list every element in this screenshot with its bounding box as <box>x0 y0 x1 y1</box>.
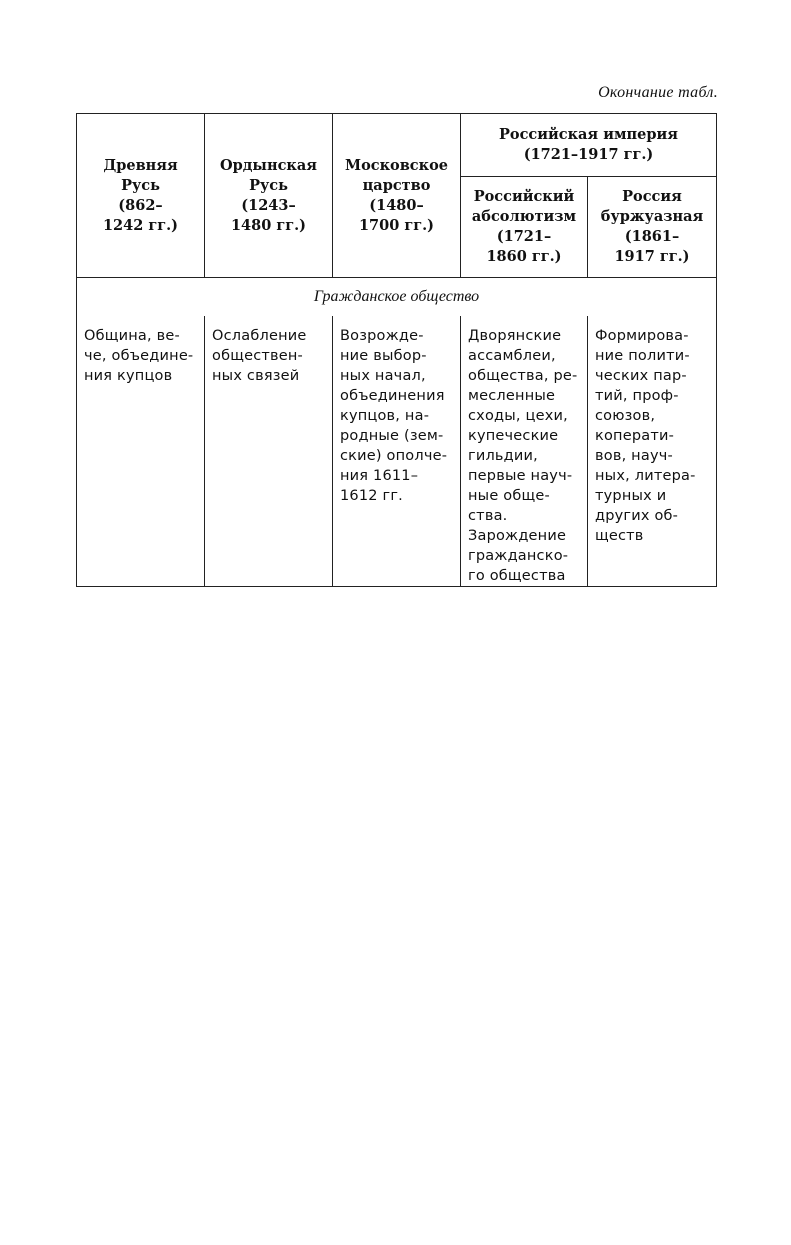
table-continuation-caption: Окончание табл. <box>598 84 718 101</box>
table-cell <box>588 316 717 587</box>
table-row <box>77 316 717 587</box>
table-cell <box>77 316 205 587</box>
header-burzhuaznaya: Россия буржуазная (1861– 1917 гг.) <box>588 177 717 278</box>
table-cell <box>333 316 461 587</box>
table-cell <box>205 316 333 587</box>
cell-ordynskaya-rus: Ослабление обществен- ных связей <box>212 328 307 384</box>
cell-burzhuaznaya: Формирова- ние полити- ческих пар- тий, проф- союзов, коперати- вов, науч- ных, литера- турных и других об- ществ <box>595 328 696 544</box>
cell-absolyutizm: Дворянские ассамблеи, общества, ре- месленные сходы, цехи, купеческие гильдии, первые науч- ные обще- ства. Зарождение гражданско- го общества <box>468 328 578 584</box>
header-moskovskoe-tsarstvo: Московское царство (1480– 1700 гг.) <box>333 114 461 278</box>
section-title: Гражданское общество <box>77 278 717 317</box>
cell-drevnyaya-rus: Община, ве- че, объедине- ния купцов <box>84 328 194 384</box>
header-absolyutizm: Российский абсолютизм (1721– 1860 гг.) <box>461 177 588 278</box>
header-row-top <box>77 114 717 177</box>
header-rossiyskaya-imperiya: Российская империя (1721–1917 гг.) <box>461 114 717 177</box>
header-drevnyaya-rus: Древняя Русь (862– 1242 гг.) <box>77 114 205 278</box>
section-row <box>77 278 717 317</box>
history-table <box>76 113 717 587</box>
table-cell <box>461 316 588 587</box>
header-ordynskaya-rus: Ордынская Русь (1243– 1480 гг.) <box>205 114 333 278</box>
cell-moskovskoe-tsarstvo: Возрожде- ние выбор- ных начал, объединения купцов, на- родные (зем- ские) ополче- ния 1611– 1612 гг. <box>340 328 448 504</box>
